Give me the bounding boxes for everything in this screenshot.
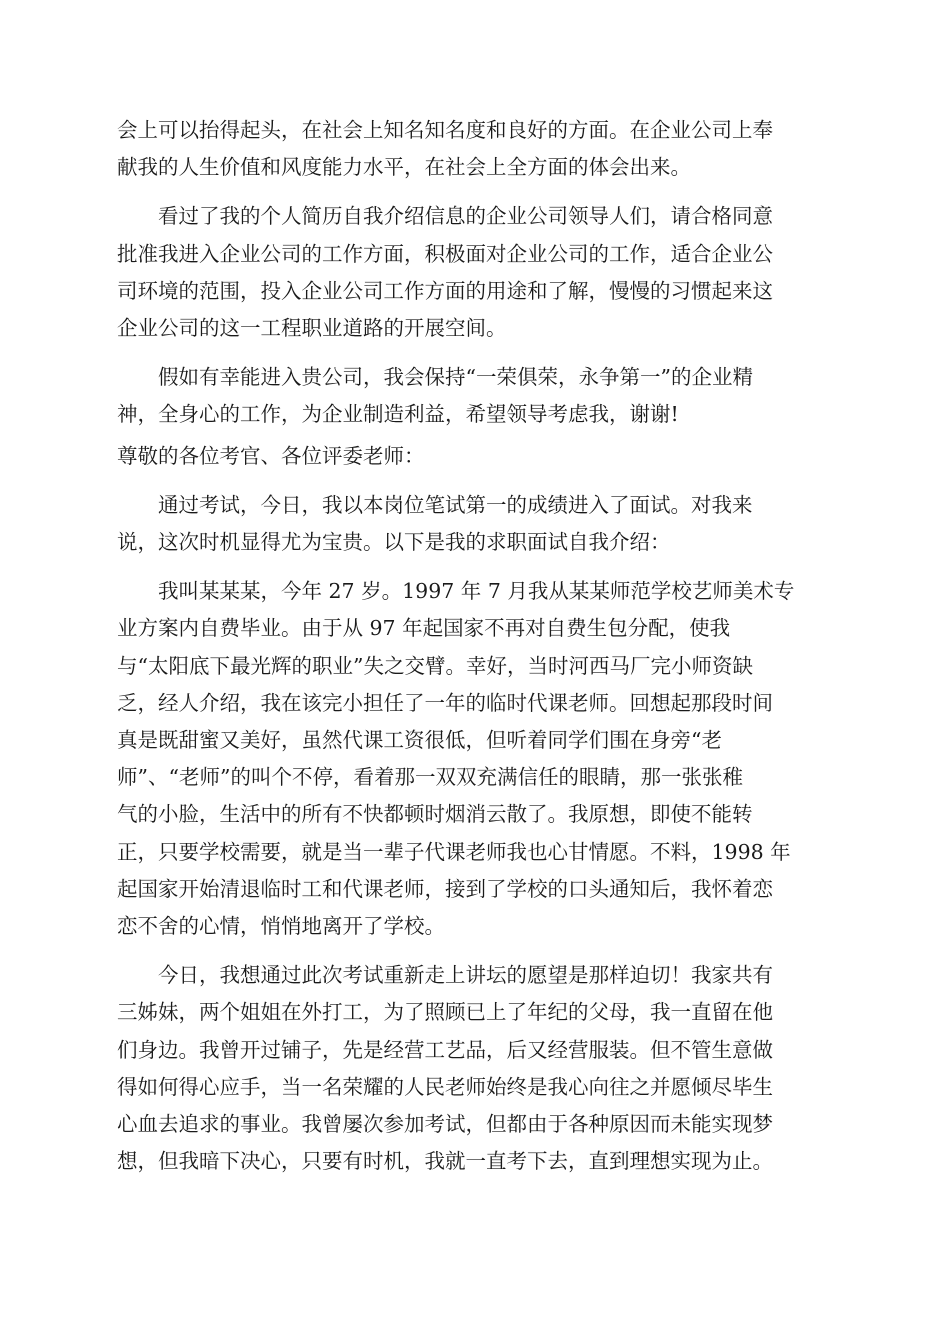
document-body bbox=[117, 112, 833, 1180]
paragraph: 看过了我的个人简历自我介绍信息的企业公司领导人们，请合格同意 批准我进入企业公司的工作方面，积极面对企业公司的工作，适合企业公 司环境的范围，投入企业公司工作方面的用途和了解，慢慢的习惯起来这 企业公司的这一工程职业道路的开展空间。 bbox=[117, 204, 773, 341]
paragraph: 我叫某某某，今年 27 岁。1997 年 7 月我从某某师范学校艺师美术专 业方案内自费毕业。由于从 97 年起国家不再对自费生包分配，使我 与“太阳底下最光辉的职业”失之交臂。幸好，当时河西马厂完小师资缺 乏，经人介绍，我在该完小担任了一年的临时代课老师。回想起那段时间 真是既甜蜜又美好，虽然代课工资很低，但听着同学们围在身旁“老 师”、“老师”的叫个不停，看着那一双双充满信任的眼睛，那一张张稚 气的小脸，生活中的所有不快都顿时烟消云散了。我原想，即使不能转 正，只要学校需要，就是当一辈子代课老师我也心甘情愿。不料，1998 年 起国家开始清退临时工和代课老师，接到了学校的口头通知后，我怀着恋 恋不舍的心情，悄悄地离开了学校。 bbox=[117, 579, 795, 939]
paragraph: 今日，我想通过此次考试重新走上讲坛的愿望是那样迫切！我家共有 三姊妹，两个姐姐在外打工，为了照顾已上了年纪的父母，我一直留在他 们身边。我曾开过铺子，先是经营工艺品，后又经营服装。但不管生意做 得如何得心应手，当一名荣耀的人民老师始终是我心向往之并愿倾尽毕生 心血去追求的事业。我曾屡次参加考试，但都由于各种原因而未能实现梦 想，但我暗下决心，只要有时机，我就一直考下去，直到理想实现为止。 bbox=[117, 963, 773, 1174]
paragraph-gap bbox=[117, 945, 833, 957]
paragraph: 会上可以抬得起头，在社会上知名知名度和良好的方面。在企业公司上奉 献我的人生价值和风度能力水平，在社会上全方面的体会出来。 bbox=[117, 118, 773, 180]
paragraph-gap bbox=[117, 186, 833, 198]
paragraph-gap bbox=[117, 347, 833, 359]
paragraph-gap bbox=[117, 561, 833, 573]
paragraph: 通过考试，今日，我以本岗位笔试第一的成绩进入了面试。对我来 说，这次时机显得尤为宝贵。以下是我的求职面试自我介绍： bbox=[117, 492, 753, 555]
paragraph-gap bbox=[117, 475, 833, 487]
salutation: 尊敬的各位考官、各位评委老师： bbox=[117, 443, 425, 468]
paragraph: 假如有幸能进入贵公司，我会保持“一荣俱荣，永争第一”的企业精 神，全身心的工作，为企业制造利益，希望领导考虑我，谢谢! bbox=[117, 365, 753, 427]
